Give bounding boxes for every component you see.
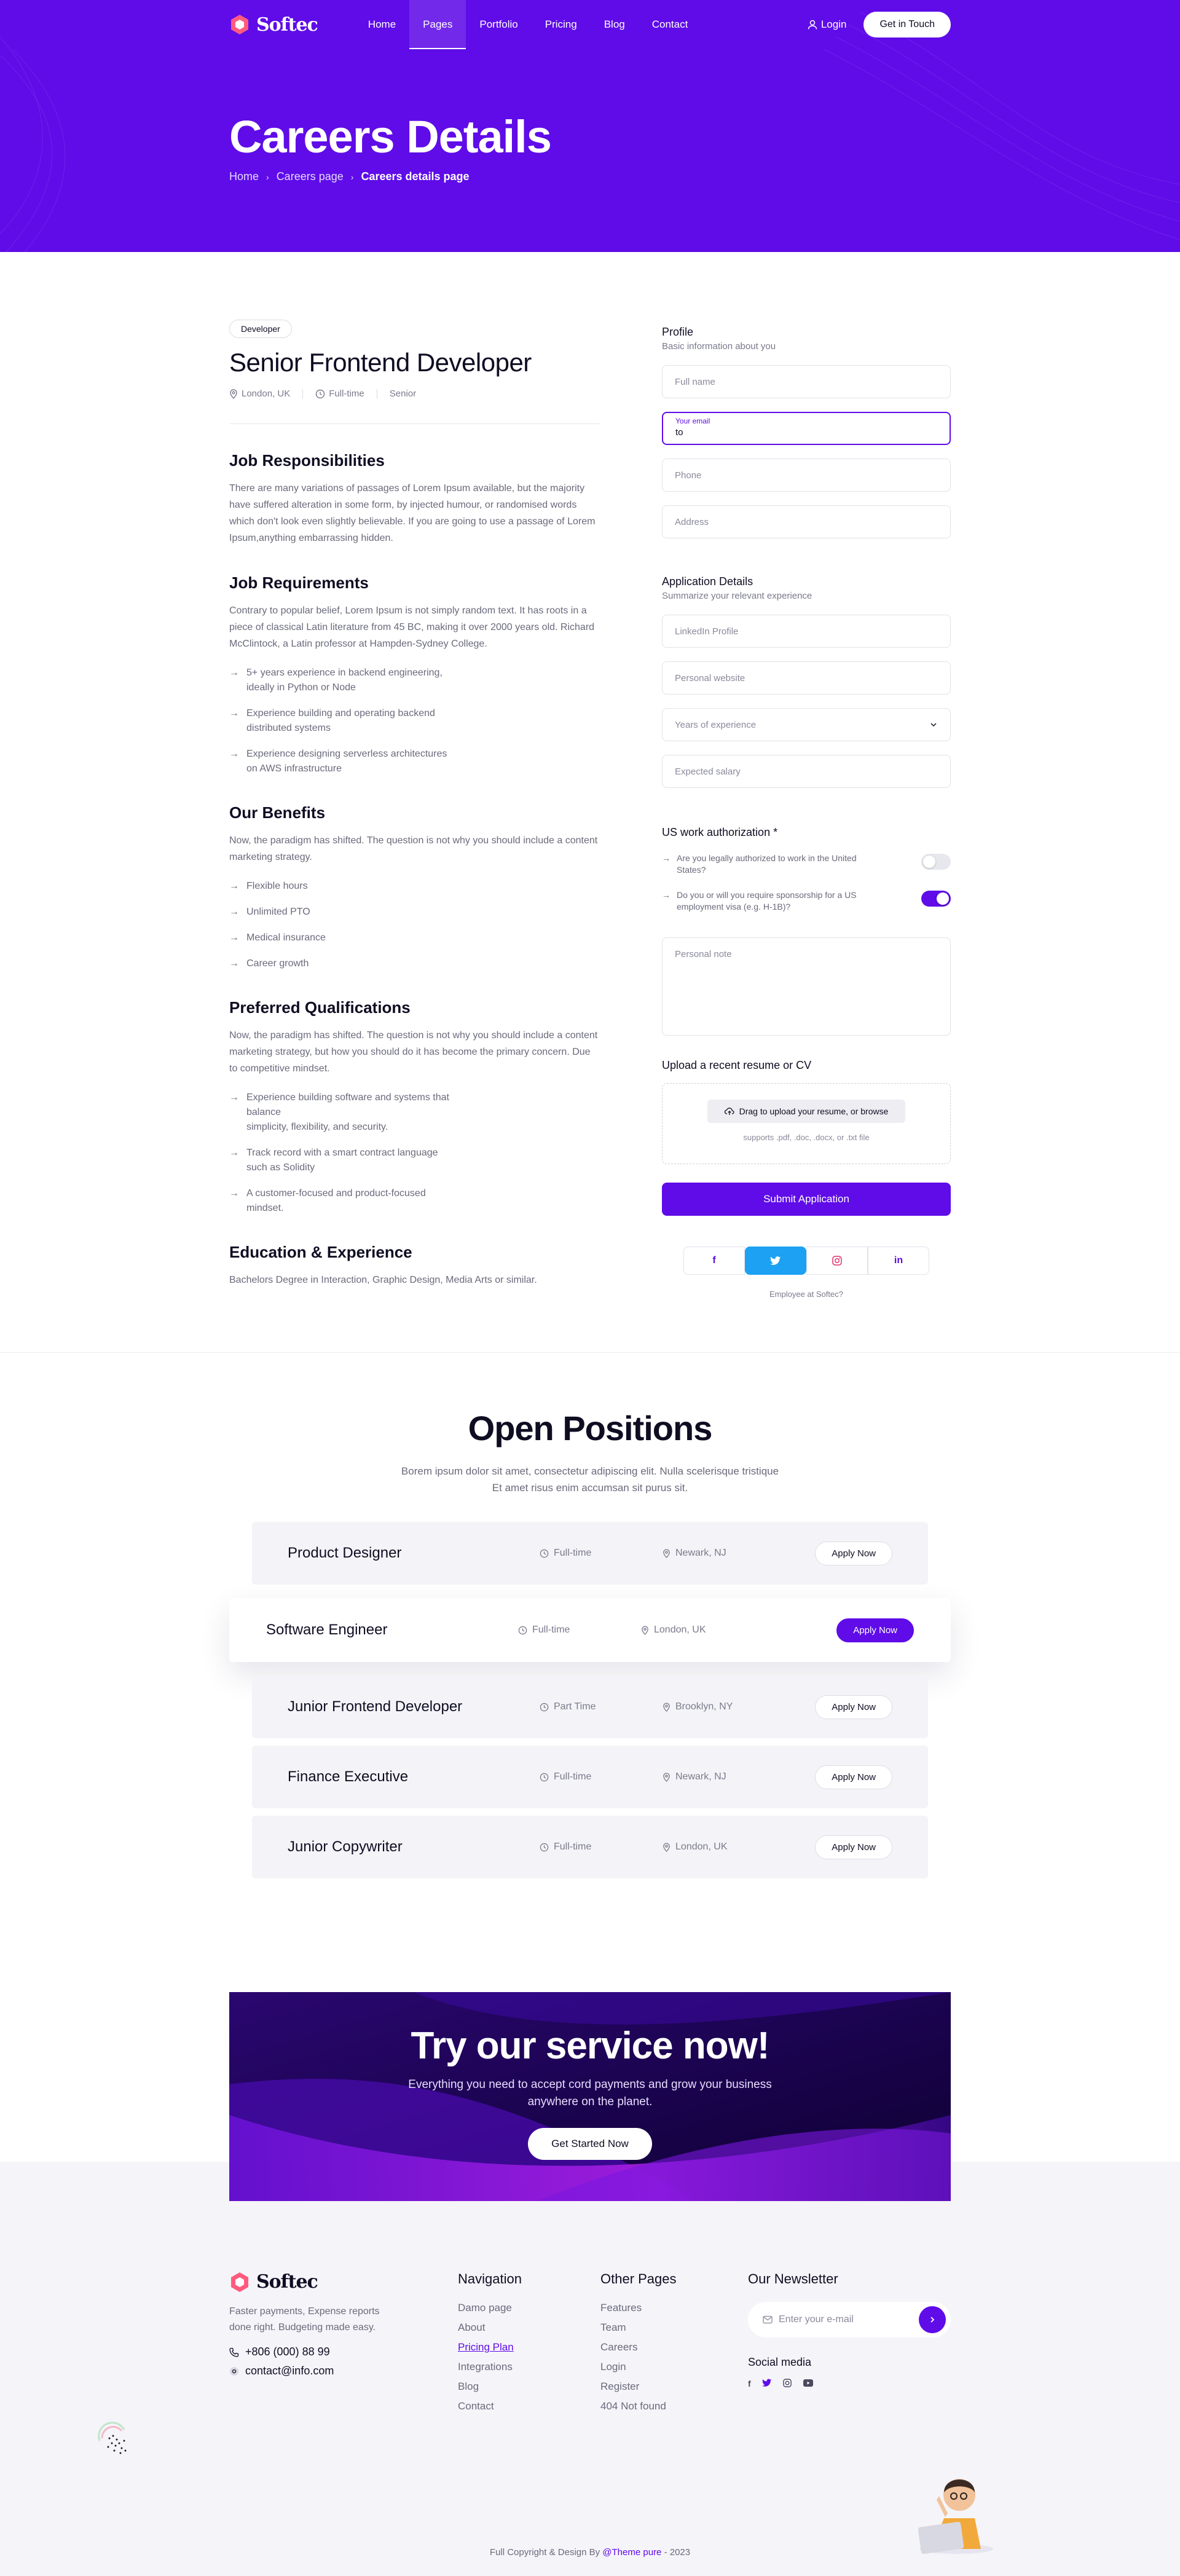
open-positions-section <box>229 1353 951 1992</box>
list-item-text: Experience designing serverless architectures on AWS infrastructure <box>246 749 447 774</box>
logo-hexagon-icon <box>229 2272 250 2293</box>
footer-phone[interactable] <box>229 2346 458 2358</box>
job-details <box>229 320 599 1352</box>
login-label: Login <box>820 18 847 30</box>
chevron-right-icon: › <box>350 171 354 182</box>
footer-link[interactable]: Integrations <box>458 2361 513 2373</box>
arrow-right-icon: → <box>662 853 671 863</box>
facebook-icon[interactable] <box>683 1247 745 1275</box>
crumb-current: Careers details page <box>361 170 470 183</box>
clock-icon <box>540 1549 549 1558</box>
footer-navigation <box>458 2271 600 2420</box>
hero-section <box>0 0 1180 252</box>
apply-now-button[interactable]: Apply Now <box>815 1542 892 1566</box>
position-type <box>540 1548 663 1559</box>
section-text: Contrary to popular belief, Lorem Ipsum is not simply random text. It has roots in a piece of classical Latin literature from 45 BC, making it over 2000 years old. Richard McClintock, a Latin professor at Hampden-Sydney College. <box>229 605 595 649</box>
positions-subtitle-line-2: Et amet risus enim accumsan sit purus sit. <box>492 1482 688 1494</box>
section-text: Now, the paradigm has shifted. The question is not why you should include a content marketing strategy, but how you should do it has become the primary concern. Due to competitive mindset. <box>229 1030 598 1074</box>
copyright-prefix: Full Copyright & Design By <box>489 2547 603 2558</box>
location-pin-icon <box>641 1626 649 1635</box>
upload-heading: Upload a recent resume or CV <box>662 1059 812 1071</box>
list-item <box>229 905 450 920</box>
position-location <box>663 1548 810 1559</box>
copyright-suffix: - 2023 <box>661 2547 691 2558</box>
copyright <box>0 2547 1180 2558</box>
position-location-text: London, UK <box>675 1841 728 1852</box>
arrow-right-icon: → <box>229 958 239 969</box>
arrow-right-icon: → <box>229 749 239 759</box>
position-type <box>540 1771 663 1782</box>
newsletter-placeholder: Enter your e-mail <box>779 2314 854 2325</box>
position-location <box>663 1841 810 1853</box>
breadcrumb <box>229 170 951 183</box>
position-title: Product Designer <box>288 1545 402 1561</box>
email-field[interactable] <box>662 412 951 445</box>
get-in-touch-button[interactable]: Get in Touch <box>863 12 951 37</box>
list-item-text: Career growth <box>246 958 309 969</box>
job-title: Senior Frontend Developer <box>229 348 532 377</box>
chevron-right-icon <box>928 2315 937 2324</box>
newsletter-submit-button[interactable] <box>919 2306 946 2333</box>
footer-link[interactable]: Pricing Plan <box>458 2341 514 2353</box>
profile-subheading: Basic information about you <box>662 341 776 352</box>
email-value: to <box>675 427 683 438</box>
mail-icon <box>763 2315 773 2324</box>
crumb-home[interactable]: Home <box>229 170 259 183</box>
work-auth-heading: US work authorization * <box>662 826 778 838</box>
cta-text-line-2: anywhere on the planet. <box>527 2095 653 2108</box>
footer-link[interactable]: Features <box>600 2302 642 2314</box>
footer-other-title: Other Pages <box>600 2271 677 2286</box>
upload-hint: supports .pdf, .doc, .docx, or .txt file <box>743 1133 870 1142</box>
list-item <box>229 1186 450 1216</box>
arrow-right-icon: → <box>662 890 671 900</box>
list-item <box>229 747 450 776</box>
footer-email[interactable] <box>229 2365 458 2377</box>
logo-hexagon-icon <box>229 14 250 35</box>
auth-question-1-text: Are you legally authorized to work in the United States? <box>677 853 857 875</box>
nav-pages[interactable]: Pages <box>409 0 466 49</box>
auth-question-2-text: Do you or will you require sponsorship for a US employment visa (e.g. H-1B)? <box>677 890 857 912</box>
years-experience-select[interactable] <box>662 708 951 741</box>
page-title: Careers Details <box>229 111 551 162</box>
footer-link[interactable]: Damo page <box>458 2302 512 2314</box>
nav-home[interactable]: Home <box>368 18 396 30</box>
person-with-laptop-illustration <box>907 2457 999 2555</box>
footer-link[interactable]: Contact <box>458 2400 494 2412</box>
footer-link[interactable]: About <box>458 2322 486 2333</box>
twitter-bird-icon <box>770 1256 781 1266</box>
employee-link[interactable]: Employee at Softec? <box>769 1290 843 1299</box>
list-item-text: Medical insurance <box>246 932 326 943</box>
job-section <box>229 1243 599 1288</box>
get-started-button[interactable]: Get Started Now <box>528 2128 652 2160</box>
position-location-text: Newark, NJ <box>675 1548 726 1558</box>
newsletter-title: Our Newsletter <box>748 2271 838 2286</box>
section-text: Now, the paradigm has shifted. The question is not why you should include a content marketing strategy. <box>229 835 598 862</box>
position-title: Junior Frontend Developer <box>288 1698 463 1715</box>
list-item <box>229 706 450 736</box>
position-location-text: Brooklyn, NY <box>675 1701 733 1712</box>
full-name-input[interactable]: Full name <box>662 365 951 398</box>
location-pin-icon <box>663 1773 671 1782</box>
position-type-text: Full-time <box>554 1771 592 1782</box>
footer-area <box>0 2025 1180 2576</box>
clock-icon <box>540 1703 549 1712</box>
position-title: Software Engineer <box>266 1621 388 1638</box>
user-icon <box>808 20 817 30</box>
address-input[interactable]: Address <box>662 505 951 538</box>
arrow-right-icon: → <box>229 881 239 891</box>
profile-heading: Profile <box>662 326 694 338</box>
resume-dropzone[interactable] <box>662 1083 951 1164</box>
position-type <box>540 1841 663 1853</box>
cta-text-line-1: Everything you need to accept cord payments and grow your business <box>408 2078 772 2091</box>
position-location <box>641 1625 789 1636</box>
footer-logo[interactable] <box>229 2271 458 2293</box>
nav-pricing[interactable]: Pricing <box>545 18 577 30</box>
linkedin-glyph: in <box>894 1255 903 1266</box>
at-icon <box>229 2366 239 2376</box>
clock-icon <box>315 389 325 399</box>
list-item <box>229 1146 450 1175</box>
cta-text <box>229 2076 951 2111</box>
location-pin-icon <box>663 1549 671 1558</box>
position-location <box>663 1771 810 1782</box>
website-input[interactable]: Personal website <box>662 661 951 695</box>
list-item-text: Flexible hours <box>246 881 308 891</box>
linkedin-icon[interactable] <box>868 1247 929 1275</box>
main-menu <box>355 0 702 49</box>
list-item <box>229 931 450 945</box>
section-title: Our Benefits <box>229 803 326 822</box>
cta-title: Try our service now! <box>411 2025 769 2067</box>
brand-name: Softec <box>256 14 318 36</box>
meta-divider <box>302 389 303 399</box>
footer-link[interactable]: Blog <box>458 2381 479 2392</box>
youtube-icon[interactable] <box>803 2379 814 2387</box>
footer-link[interactable]: Login <box>600 2361 626 2373</box>
auth-question-2 <box>662 889 951 913</box>
job-section <box>229 451 599 546</box>
arrow-right-icon: → <box>229 932 239 943</box>
salary-input[interactable]: Expected salary <box>662 755 951 788</box>
position-row[interactable] <box>252 1676 928 1738</box>
section-list <box>229 879 599 971</box>
twitter-icon[interactable] <box>762 2379 772 2387</box>
arrow-right-icon: → <box>229 907 239 917</box>
list-item-text: Track record with a smart contract language such as Solidity <box>246 1148 438 1173</box>
footer-nav-title: Navigation <box>458 2271 522 2286</box>
positions-subtitle <box>229 1463 951 1496</box>
apply-now-button[interactable]: Apply Now <box>815 1835 892 1859</box>
position-type <box>540 1701 663 1712</box>
position-type-text: Full-time <box>554 1841 592 1852</box>
job-section <box>229 998 599 1216</box>
email-floating-label: Your email <box>675 417 710 425</box>
auth-toggle-1[interactable] <box>921 854 951 870</box>
nav-blog[interactable]: Blog <box>604 18 625 30</box>
section-title: Preferred Qualifications <box>229 998 411 1017</box>
upload-button-label: Drag to upload your resume, or browse <box>739 1106 889 1116</box>
arrow-right-icon: → <box>229 1092 239 1103</box>
job-type-text: Full-time <box>329 388 364 399</box>
clock-icon <box>540 1773 549 1782</box>
chevron-right-icon: › <box>266 171 269 182</box>
chevron-down-icon <box>929 720 938 729</box>
position-row[interactable] <box>252 1522 928 1585</box>
dotted-rainbow-decoration <box>97 2414 134 2457</box>
section-text: There are many variations of passages of Lorem Ipsum available, but the majority have suffered alteration in some form, by injected humour, or randomised words which don't look even slightly believable. If you are going to use a passage of Lorem Ipsum,anything embarrassing hidden. <box>229 483 596 543</box>
clock-icon <box>540 1843 549 1852</box>
footer-other-pages <box>600 2271 748 2420</box>
section-title: Job Requirements <box>229 573 369 592</box>
top-nav <box>229 0 951 49</box>
login-link[interactable] <box>808 18 847 31</box>
job-location-text: London, UK <box>242 388 291 399</box>
position-location <box>663 1701 810 1712</box>
apply-now-button[interactable]: Apply Now <box>836 1618 914 1642</box>
section-title: Job Responsibilities <box>229 451 385 470</box>
cloud-upload-icon <box>725 1107 734 1116</box>
phone-icon <box>229 2347 239 2357</box>
arrow-right-icon: → <box>229 668 239 678</box>
arrow-right-icon: → <box>229 1188 239 1199</box>
footer-link[interactable]: 404 Not found <box>600 2400 666 2412</box>
footer-link[interactable]: Team <box>600 2322 626 2333</box>
facebook-glyph: f <box>712 1255 716 1266</box>
position-type-text: Full-time <box>532 1625 570 1635</box>
footer-email-text: contact@info.com <box>245 2365 334 2377</box>
list-item-text: A customer-focused and product-focused mindset. <box>246 1188 426 1213</box>
list-item <box>229 879 450 894</box>
list-item <box>229 956 450 971</box>
list-item <box>229 666 450 695</box>
application-form <box>662 320 951 1352</box>
position-type <box>518 1625 641 1636</box>
crumb-careers[interactable]: Careers page <box>276 170 344 183</box>
social-media-title: Social media <box>748 2356 812 2368</box>
job-section <box>229 573 599 776</box>
list-item-text: Unlimited PTO <box>246 907 310 917</box>
location-pin-icon <box>229 389 238 399</box>
section-list <box>229 666 599 776</box>
footer-brand <box>229 2271 458 2420</box>
phone-input[interactable]: Phone <box>662 459 951 492</box>
nav-portfolio[interactable]: Portfolio <box>479 18 518 30</box>
position-location-text: Newark, NJ <box>675 1771 726 1782</box>
position-row[interactable] <box>252 1816 928 1878</box>
positions-subtitle-line-1: Borem ipsum dolor sit amet, consectetur adipiscing elit. Nulla scelerisque tristique <box>401 1465 779 1477</box>
footer-phone-text: +806 (000) 88 99 <box>245 2346 330 2358</box>
position-row[interactable] <box>252 1746 928 1808</box>
position-row[interactable] <box>229 1598 951 1662</box>
position-type-text: Part Time <box>554 1701 596 1712</box>
arrow-right-icon: → <box>229 1148 239 1158</box>
personal-note-textarea[interactable]: Personal note <box>662 937 951 1036</box>
footer-link[interactable]: Register <box>600 2381 640 2392</box>
section-list <box>229 1090 599 1216</box>
section-title: Education & Experience <box>229 1243 412 1261</box>
footer-description-line-2: done right. Budgeting made easy. <box>229 2322 376 2333</box>
job-type <box>315 388 364 399</box>
copyright-brand-link[interactable]: @Theme pure <box>602 2547 662 2558</box>
submit-application-button[interactable]: Submit Application <box>662 1183 951 1216</box>
facebook-icon[interactable]: f <box>748 2379 751 2389</box>
social-share <box>662 1247 951 1275</box>
twitter-icon[interactable] <box>745 1247 806 1275</box>
instagram-icon[interactable] <box>783 2379 792 2387</box>
job-section <box>229 803 599 971</box>
years-experience-label: Years of experience <box>675 719 757 730</box>
job-meta <box>229 388 599 424</box>
job-tag: Developer <box>229 320 292 338</box>
positions-list <box>229 1522 951 1878</box>
footer <box>229 2162 951 2420</box>
position-title: Junior Copywriter <box>288 1838 403 1855</box>
footer-description <box>229 2304 458 2336</box>
instagram-icon[interactable] <box>806 1247 868 1275</box>
application-subheading: Summarize your relevant experience <box>662 591 812 601</box>
position-location-text: London, UK <box>654 1625 706 1635</box>
list-item-text: Experience building and operating backend distributed systems <box>246 708 435 733</box>
apply-now-button[interactable]: Apply Now <box>815 1695 892 1719</box>
upload-button[interactable] <box>707 1100 906 1123</box>
footer-link[interactable]: Careers <box>600 2341 638 2353</box>
footer-social-icons <box>748 2379 951 2389</box>
position-title: Finance Executive <box>288 1768 409 1785</box>
list-item <box>229 1090 450 1135</box>
newsletter-input[interactable] <box>748 2302 951 2338</box>
position-type-text: Full-time <box>554 1548 592 1558</box>
footer-brand-name: Softec <box>256 2271 318 2293</box>
instagram-glyph-icon <box>832 1256 842 1266</box>
auth-toggle-2[interactable] <box>921 891 951 907</box>
location-pin-icon <box>663 1843 671 1852</box>
list-item-text: 5+ years experience in backend engineering, ideally in Python or Node <box>246 668 442 693</box>
section-text: Bachelors Degree in Interaction, Graphic Design, Media Arts or similar. <box>229 1275 537 1285</box>
footer-newsletter <box>748 2271 951 2420</box>
location-pin-icon <box>663 1703 671 1712</box>
logo[interactable] <box>229 14 318 36</box>
list-item-text: Experience building software and systems that balance simplicity, flexibility, and security. <box>246 1092 449 1132</box>
arrow-right-icon: → <box>229 708 239 719</box>
apply-now-button[interactable]: Apply Now <box>815 1765 892 1789</box>
footer-description-line-1: Faster payments, Expense reports <box>229 2306 380 2317</box>
linkedin-input[interactable]: LinkedIn Profile <box>662 615 951 648</box>
positions-title: Open Positions <box>468 1409 712 1448</box>
job-level: Senior <box>389 388 417 399</box>
nav-contact[interactable]: Contact <box>651 18 688 30</box>
clock-icon <box>518 1626 527 1635</box>
auth-question-1 <box>662 853 951 876</box>
application-heading: Application Details <box>662 575 753 588</box>
job-location <box>229 388 290 399</box>
